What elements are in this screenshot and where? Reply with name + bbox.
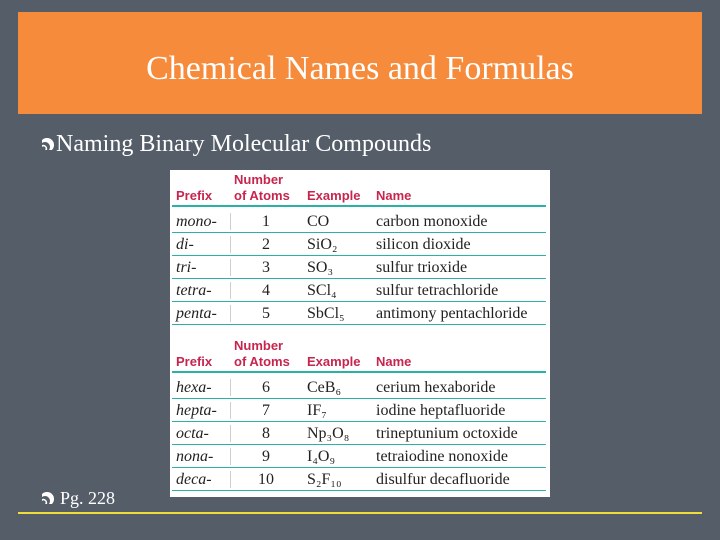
table-row xyxy=(170,210,550,233)
cell-example: SiO₂ xyxy=(307,236,338,253)
column-divider xyxy=(230,471,231,488)
cell-prefix: hexa- xyxy=(176,379,212,396)
header-example: Example xyxy=(307,354,361,369)
cell-prefix: penta- xyxy=(176,305,217,322)
column-divider xyxy=(230,305,231,322)
cell-prefix: nona- xyxy=(176,448,214,465)
header-number-line1: Number xyxy=(234,338,284,353)
row-rule xyxy=(172,490,546,491)
header-prefix: Prefix xyxy=(176,188,213,203)
cell-name: sulfur tetrachloride xyxy=(376,282,499,299)
cell-example: SO₃ xyxy=(307,259,334,276)
column-divider xyxy=(230,213,231,230)
table-row xyxy=(170,302,550,325)
cell-example: CO xyxy=(307,213,330,230)
cell-prefix: di- xyxy=(176,236,194,253)
bullet-footnote xyxy=(40,488,115,509)
cell-name: disulfur decafluoride xyxy=(376,471,510,488)
cell-name: tetraiodine nonoxide xyxy=(376,448,508,465)
table-row xyxy=(170,256,550,279)
column-divider xyxy=(230,402,231,419)
table-row xyxy=(170,376,550,399)
cell-example: SbCl₅ xyxy=(307,305,345,322)
cell-prefix: tetra- xyxy=(176,282,212,299)
cell-number: 3 xyxy=(262,259,270,276)
column-divider xyxy=(230,425,231,442)
cell-number: 5 xyxy=(262,305,270,322)
table-row xyxy=(170,445,550,468)
cell-name: trineptunium octoxide xyxy=(376,425,518,442)
table-header-row xyxy=(170,336,550,376)
bullet-main xyxy=(40,131,431,158)
cell-number: 9 xyxy=(262,448,270,465)
table-row xyxy=(170,399,550,422)
header-name: Name xyxy=(376,188,412,203)
cell-prefix: octa- xyxy=(176,425,209,442)
cell-number: 4 xyxy=(262,282,270,299)
cell-number: 6 xyxy=(262,379,270,396)
cell-number: 2 xyxy=(262,236,270,253)
header-number-line1: Number xyxy=(234,172,284,187)
bottom-rule xyxy=(18,512,702,514)
table-row xyxy=(170,422,550,445)
cell-prefix: mono- xyxy=(176,213,217,230)
header-rule xyxy=(172,205,546,207)
column-divider xyxy=(230,236,231,253)
title-bar xyxy=(18,12,702,114)
column-divider xyxy=(230,448,231,465)
cell-example: Np₃O₈ xyxy=(307,425,350,442)
bullet-text: Naming Binary Molecular Compounds xyxy=(56,131,432,157)
header-prefix: Prefix xyxy=(176,354,213,369)
cell-example: S₂F₁₀ xyxy=(307,471,342,488)
header-number-line2: of Atoms xyxy=(234,188,290,203)
table-header-row xyxy=(170,170,550,210)
bullet-glyph-icon xyxy=(40,138,54,152)
row-rule xyxy=(172,324,546,325)
cell-name: antimony pentachloride xyxy=(376,305,528,322)
header-name: Name xyxy=(376,354,412,369)
table-row xyxy=(170,279,550,302)
table-row xyxy=(170,233,550,256)
cell-number: 7 xyxy=(262,402,270,419)
column-divider xyxy=(230,379,231,396)
cell-example: IF₇ xyxy=(307,402,327,419)
cell-example: I₄O₉ xyxy=(307,448,336,465)
cell-number: 8 xyxy=(262,425,270,442)
footnote-text: Pg. 228 xyxy=(60,488,116,508)
header-rule xyxy=(172,371,546,373)
cell-name: iodine heptafluoride xyxy=(376,402,506,419)
cell-name: silicon dioxide xyxy=(376,236,471,253)
slide-title: Chemical Names and Formulas xyxy=(146,50,574,87)
header-example: Example xyxy=(307,188,361,203)
cell-prefix: hepta- xyxy=(176,402,217,419)
cell-prefix: deca- xyxy=(176,471,212,488)
bullet-glyph-icon xyxy=(40,492,54,506)
cell-number: 10 xyxy=(258,471,274,488)
cell-example: SCl₄ xyxy=(307,282,337,299)
cell-number: 1 xyxy=(262,213,270,230)
column-divider xyxy=(230,259,231,276)
cell-example: CeB₆ xyxy=(307,379,342,396)
cell-prefix: tri- xyxy=(176,259,197,276)
column-divider xyxy=(230,282,231,299)
prefix-table xyxy=(170,170,550,497)
cell-name: sulfur trioxide xyxy=(376,259,468,276)
cell-name: cerium hexaboride xyxy=(376,379,496,396)
header-number-line2: of Atoms xyxy=(234,354,290,369)
table-row xyxy=(170,468,550,491)
cell-name: carbon monoxide xyxy=(376,213,488,230)
